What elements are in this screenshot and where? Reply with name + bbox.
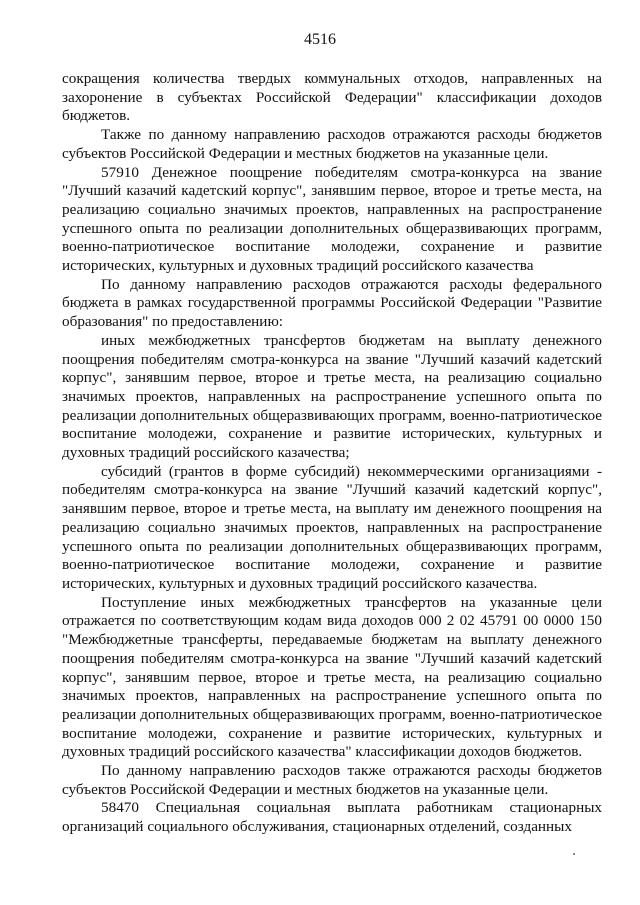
page-number: 4516 (304, 31, 336, 48)
paragraph: По данному направлению расходов также отражаются расходы бюджетов субъектов Российской Федерации и местных бюджетов на указанные цели. (62, 762, 602, 798)
paragraph-code-57910: 57910 Денежное поощрение победителям смотра-конкурса на звание "Лучший казачий кадетский корпус", занявшим первое, второе и третье места, на реализацию социально значимых проектов, направленных на распространение успешного опыта по реализации дополнительных общеразвивающих программ, военно-патриотическое воспитание молодежи, сохранение и развитие исторических, культурных и духовных традиций российского казачества (62, 163, 602, 275)
document-body (62, 70, 602, 837)
paragraph: Также по данному направлению расходов отражаются расходы бюджетов субъектов Российской Федерации и местных бюджетов на указанные цели. (62, 126, 602, 162)
paragraph-list-item: субсидий (грантов в форме субсидий) некоммерческими организациями - победителям смотра-конкурса на звание "Лучший казачий кадетский корпус", занявшим первое, второе и третье места, на выплату им денежного поощрения на реализацию социально значимых проектов, направленных на распространение успешного опыта по реализации дополнительных общеразвивающих программ, военно-патриотическое воспитание молодежи, сохранение и развитие исторических, культурных и духовных традиций российского казачества. (62, 462, 602, 592)
paragraph-continuation: сокращения количества твердых коммунальных отходов, направленных на захоронение в субъектах Российской Федерации" классификации доходов бюджетов. (62, 70, 602, 125)
paragraph: Поступление иных межбюджетных трансфертов на указанные цели отражается по соответствующим кодам вида доходов 000 2 02 45791 00 0000 150 "Межбюджетные трансферты, передаваемые бюджетам на выплату денежного поощрения победителям смотра-конкурса на звание "Лучший казачий кадетский корпус", занявшим первое, второе и третье места, на реализацию социально значимых проектов, направленных на распространение успешного опыта по реализации дополнительных общеразвивающих программ, военно-патриотическое воспитание молодежи, сохранение и развитие исторических, культурных и духовных традиций российского казачества" классификации доходов бюджетов. (62, 593, 602, 761)
scan-speck (573, 853, 575, 855)
paragraph-list-item: иных межбюджетных трансфертов бюджетам на выплату денежного поощрения победителям смотра-конкурса на звание "Лучший казачий кадетский корпус", занявшим первое, второе и третье места, на реализацию социально значимых проектов, направленных на распространение успешного опыта по реализации дополнительных общеразвивающих программ, военно-патриотическое воспитание молодежи, сохранение и развитие исторических, культурных и духовных традиций российского казачества; (62, 331, 602, 462)
paragraph: По данному направлению расходов отражаются расходы федерального бюджета в рамках государственной программы Российской Федерации "Развитие образования" по предоставлению: (62, 275, 602, 331)
paragraph-code-58470: 58470 Специальная социальная выплата работникам стационарных организаций социального обслуживания, стационарных отделений, созданных (62, 799, 602, 836)
